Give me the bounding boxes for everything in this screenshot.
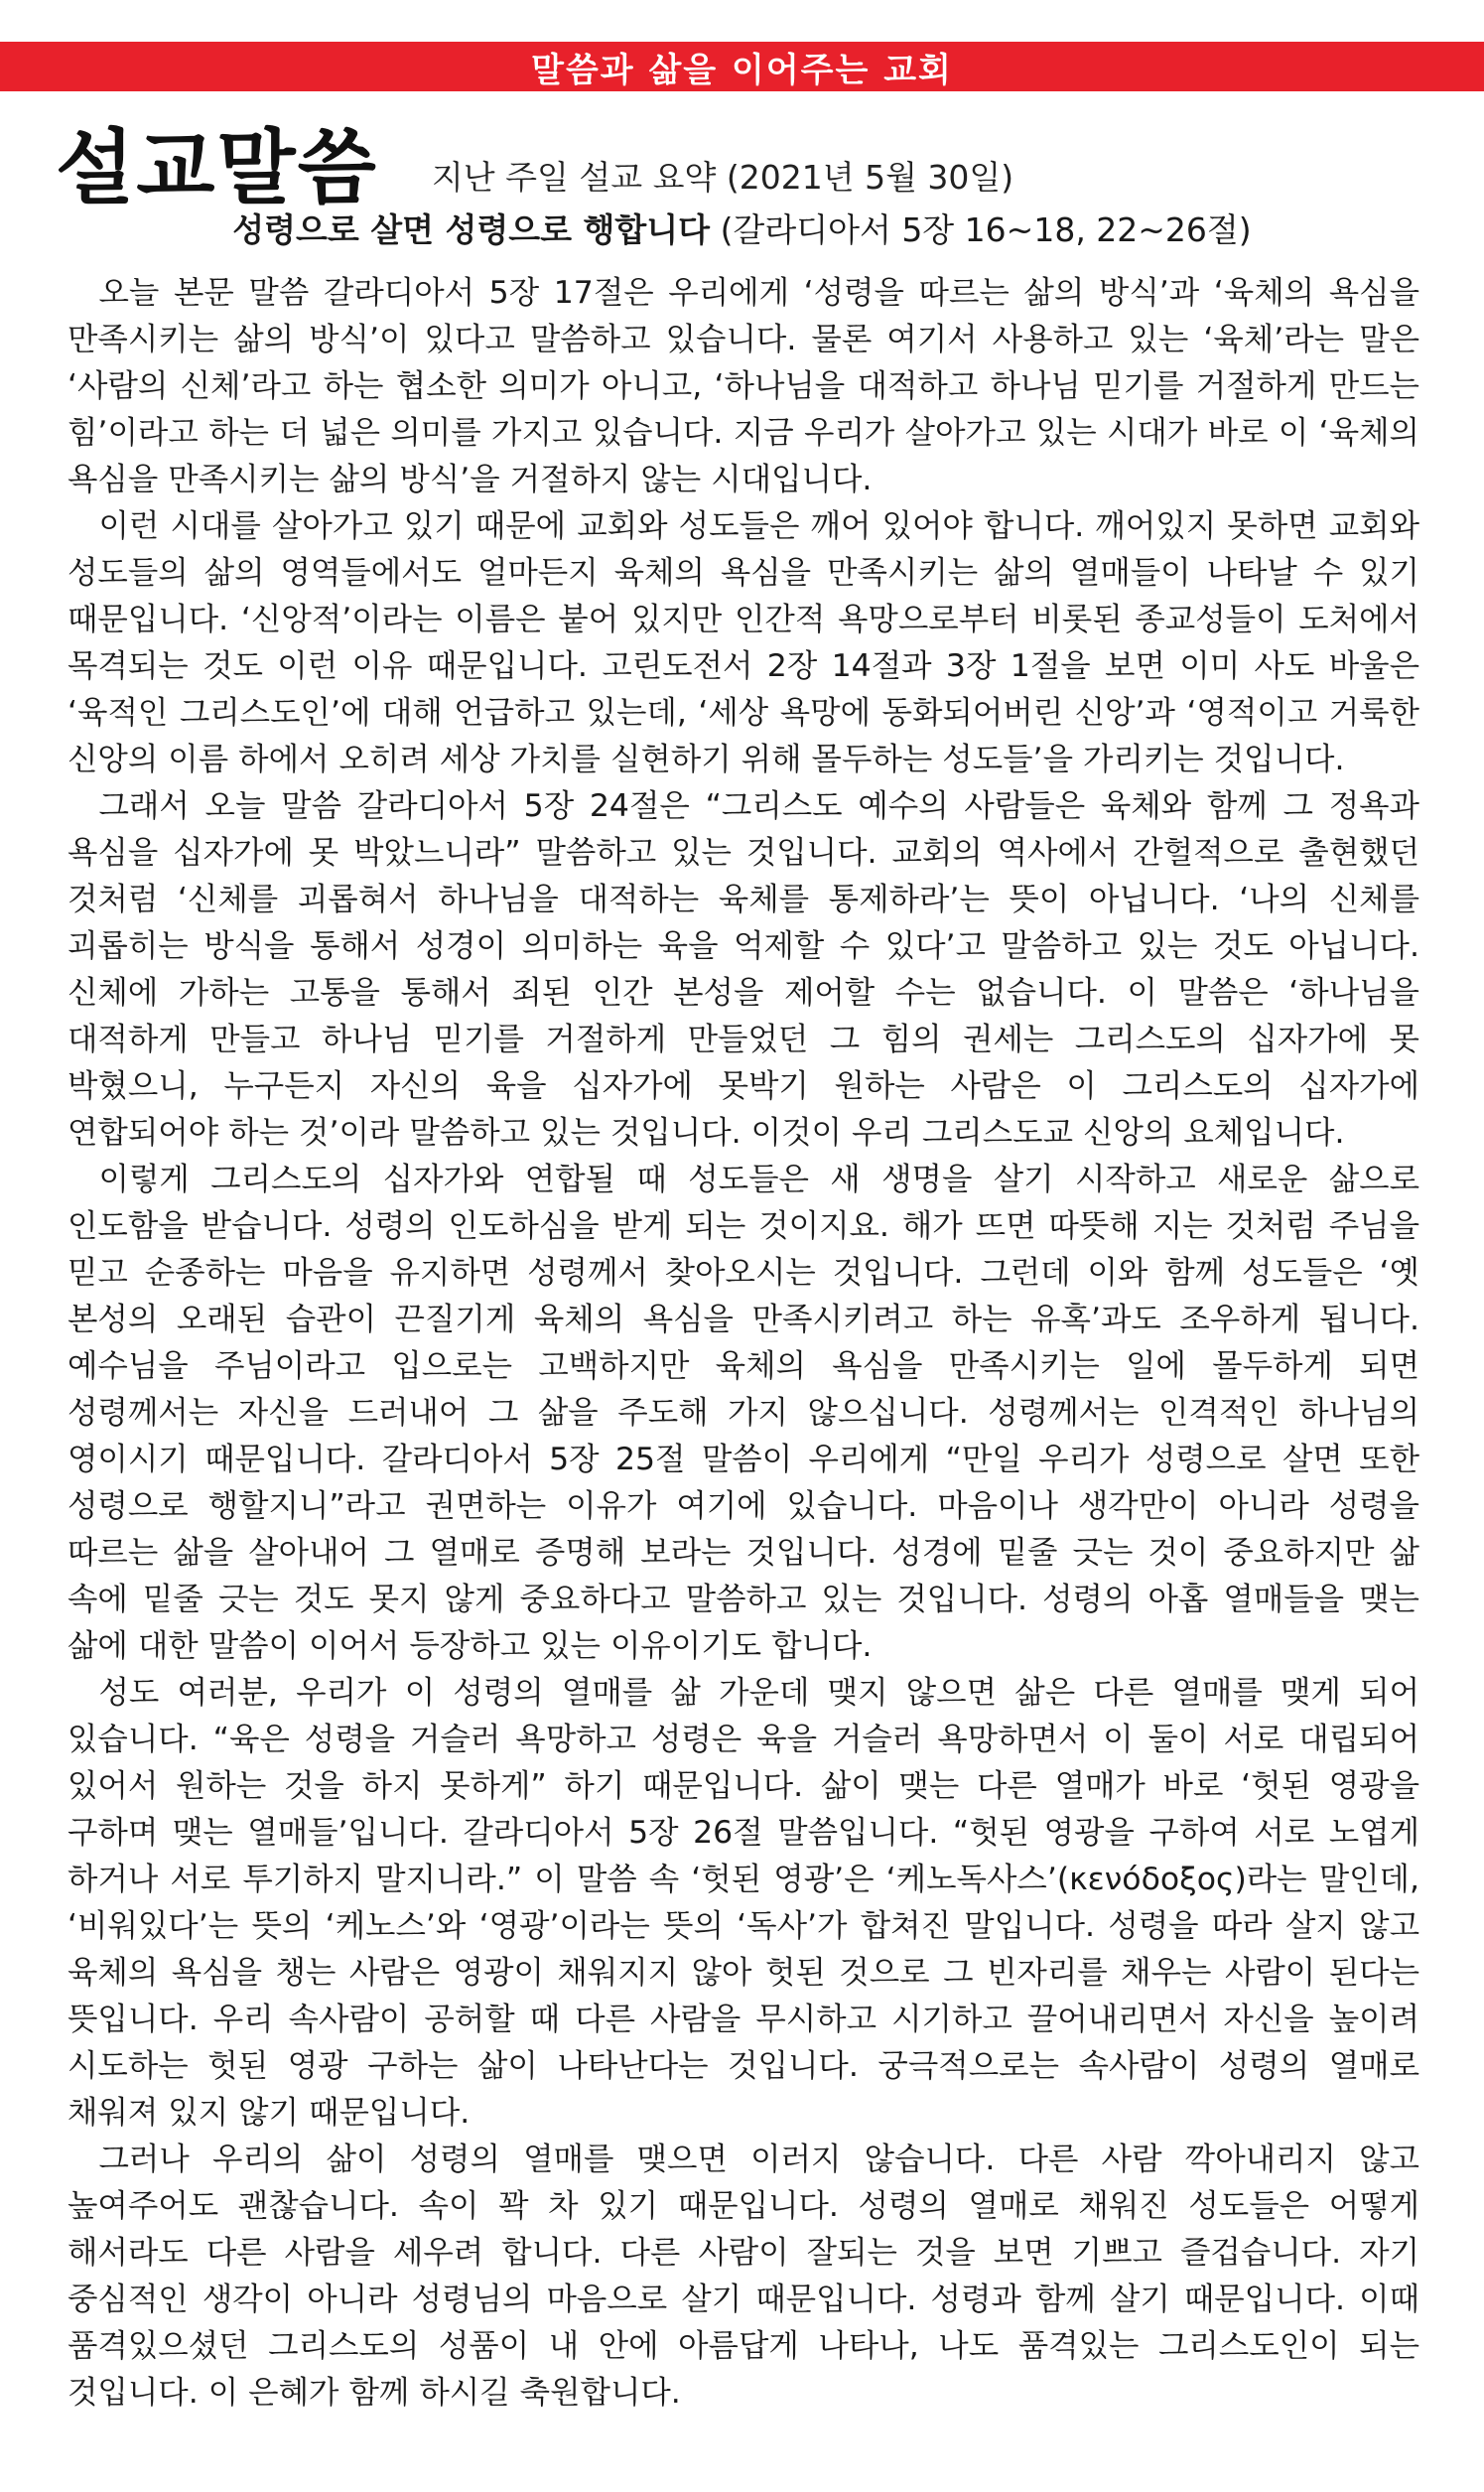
scripture-reference: (갈라디아서 5장 16~18, 22~26절) xyxy=(720,210,1252,249)
paragraph: 그래서 오늘 말씀 갈라디아서 5장 24절은 “그리스도 예수의 사람들은 육체와 함께 그 정욕과 욕심을 십자가에 못 박았느니라” 말씀하고 있는 것입니다. 교회의 역사에서 간헐적으로 출현했던 것처럼 ‘신체를 괴롭혀서 하나님을 대적하는 육체를 통제하라’는 뜻이 아닙니다. ‘나의 신체를 괴롭히는 방식을 통해서 성경이 의미하는 육을 억제할 수 있다’고 말씀하고 있는 것도 아닙니다. 신체에 가하는 고통을 통해서 죄된 인간 본성을 제어할 수는 없습니다. 이 말씀은 ‘하나님을 대적하게 만들고 하나님 믿기를 거절하게 만들었던 그 힘의 권세는 그리스도의 십자가에 못 박혔으니, 누구든지 자신의 육을 십자가에 못박기 원하는 사람은 이 그리스도의 십자가에 연합되어야 하는 것’이라 말씀하고 있는 것입니다. 이것이 우리 그리스도교 신앙의 요체입니다. xyxy=(67,788,1419,1151)
sermon-body xyxy=(67,270,1419,2417)
sermon-title: 성령으로 살면 성령으로 행합니다 xyxy=(232,210,711,249)
page-subtitle: 지난 주일 설교 요약 (2021년 5월 30일) xyxy=(431,158,1014,197)
paragraph: 오늘 본문 말씀 갈라디아서 5장 17절은 우리에게 ‘성령을 따르는 삶의 방식’과 ‘육체의 욕심을 만족시키는 삶의 방식’이 있다고 말씀하고 있습니다. 물론 여기서 사용하고 있는 ‘육체’라는 말은 ‘사람의 신체’라고 하는 협소한 의미가 아니고, ‘하나님을 대적하고 하나님 믿기를 거절하게 만드는 힘’이라고 하는 더 넓은 의미를 가지고 있습니다. 지금 우리가 살아가고 있는 시대가 바로 이 ‘육체의 욕심을 만족시키는 삶의 방식’을 거절하지 않는 시대입니다. xyxy=(67,275,1419,497)
paragraph: 이런 시대를 살아가고 있기 때문에 교회와 성도들은 깨어 있어야 합니다. 깨어있지 못하면 교회와 성도들의 삶의 영역들에서도 얼마든지 육체의 욕심을 만족시키는 삶의 열매들이 나타날 수 있기 때문입니다. ‘신앙적’이라는 이름은 붙어 있지만 인간적 욕망으로부터 비롯된 종교성들이 도처에서 목격되는 것도 이런 이유 때문입니다. 고린도전서 2장 14절과 3장 1절을 보면 이미 사도 바울은 ‘육적인 그리스도인’에 대해 언급하고 있는데, ‘세상 욕망에 동화되어버린 신앙’과 ‘영적이고 거룩한 신앙의 이름 하에서 오히려 세상 가치를 실현하기 위해 몰두하는 성도들’을 가리키는 것입니다. xyxy=(67,508,1419,777)
paragraph: 성도 여러분, 우리가 이 성령의 열매를 삶 가운데 맺지 않으면 삶은 다른 열매를 맺게 되어 있습니다. “육은 성령을 거슬러 욕망하고 성령은 육을 거슬러 욕망하면서 이 둘이 서로 대립되어 있어서 원하는 것을 하지 못하게” 하기 때문입니다. 삶이 맺는 다른 열매가 바로 ‘헛된 영광을 구하며 맺는 열매들’입니다. 갈라디아서 5장 26절 말씀입니다. “헛된 영광을 구하여 서로 노엽게 하거나 서로 투기하지 말지니라.” 이 말씀 속 ‘헛된 영광’은 ‘케노독사스’(κενόδοξος)라는 말인데, ‘비워있다’는 뜻의 ‘케노스’와 ‘영광’이라는 뜻의 ‘독사’가 합쳐진 말입니다. 성령을 따라 살지 않고 육체의 욕심을 챙는 사람은 영광이 채워지지 않아 헛된 것으로 그 빈자리를 채우는 사람이 된다는 뜻입니다. 우리 속사람이 공허할 때 다른 사람을 무시하고 시기하고 끌어내리면서 자신을 높이려 시도하는 헛된 영광 구하는 삶이 나타난다는 것입니다. 궁극적으로는 속사람이 성령의 열매로 채워져 있지 않기 때문입니다. xyxy=(67,1675,1419,2131)
sermon-heading xyxy=(0,208,1484,252)
page-title: 설교말씀 xyxy=(56,120,378,215)
church-banner xyxy=(0,42,1484,91)
page-header xyxy=(56,99,1445,215)
paragraph: 그러나 우리의 삶이 성령의 열매를 맺으면 이러지 않습니다. 다른 사람 깍아내리지 않고 높여주어도 괜찮습니다. 속이 꽉 차 있기 때문입니다. 성령의 열매로 채워진 성도들은 어떻게 해서라도 다른 사람을 세우려 합니다. 다른 사람이 잘되는 것을 보면 기쁘고 즐겁습니다. 자기 중심적인 생각이 아니라 성령님의 마음으로 살기 때문입니다. 성령과 함께 살기 때문입니다. 이때 품격있으셨던 그리스도의 성품이 내 안에 아름답게 나타나, 나도 품격있는 그리스도인이 되는 것입니다. 이 은혜가 함께 하시길 축원합니다. xyxy=(67,2142,1419,2411)
paragraph: 이렇게 그리스도의 십자가와 연합될 때 성도들은 새 생명을 살기 시작하고 새로운 삶으로 인도함을 받습니다. 성령의 인도하심을 받게 되는 것이지요. 해가 뜨면 따뜻해 지는 것처럼 주님을 믿고 순종하는 마음을 유지하면 성령께서 찾아오시는 것입니다. 그런데 이와 함께 성도들은 ‘옛 본성의 오래된 습관이 끈질기게 육체의 욕심을 만족시키려고 하는 유혹’과도 조우하게 됩니다. 예수님을 주님이라고 입으로는 고백하지만 육체의 욕심을 만족시키는 일에 몰두하게 되면 성령께서는 자신을 드러내어 그 삶을 주도해 가지 않으십니다. 성령께서는 인격적인 하나님의 영이시기 때문입니다. 갈라디아서 5장 25절 말씀이 우리에게 “만일 우리가 성령으로 살면 또한 성령으로 행할지니”라고 권면하는 이유가 여기에 있습니다. 마음이나 생각만이 아니라 성령을 따르는 삶을 살아내어 그 열매로 증명해 보라는 것입니다. 성경에 밑줄 긋는 것이 중요하지만 삶 속에 밑줄 긋는 것도 못지 않게 중요하다고 말씀하고 있는 것입니다. 성령의 아홉 열매들을 맺는 삶에 대한 말씀이 이어서 등장하고 있는 이유이기도 합니다. xyxy=(67,1162,1419,1664)
banner-text: 말씀과 삶을 이어주는 교회 xyxy=(531,50,953,90)
